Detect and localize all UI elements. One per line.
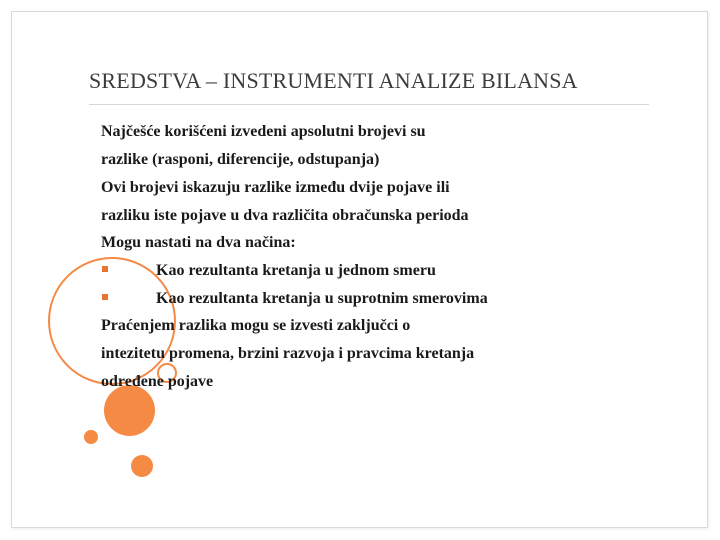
body-line-8: Praćenjem razlika mogu se izvesti zaključci o — [101, 317, 411, 334]
decorative-circle-medium — [104, 385, 155, 436]
body-line-2: razlike (rasponi, diferencije, odstupanja) — [101, 151, 380, 168]
decorative-circle-small — [84, 430, 98, 444]
body-line-4: razliku iste pojave u dva različita obračunska perioda — [101, 207, 469, 224]
body-line-1: Najčešće korišćeni izvedeni apsolutni brojevi su — [101, 123, 426, 140]
sub-item-1: Kao rezultanta kretanja u jednom smeru — [156, 262, 436, 279]
sub-bullet-icon — [102, 266, 108, 272]
body-line-9: intezitetu promena, brzini razvoja i pravcima kretanja — [101, 345, 475, 362]
body-line-3: Ovi brojevi iskazuju razlike između dvije pojave ili — [101, 179, 450, 196]
body-line-5: Mogu nastati na dva načina: — [101, 234, 296, 251]
slide-title: SREDSTVA – INSTRUMENTI ANALIZE BILANSA — [89, 68, 578, 93]
sub-bullet-icon — [102, 294, 108, 300]
sub-item-2: Kao rezultanta kretanja u suprotnim smerovima — [156, 290, 488, 307]
title-divider — [89, 104, 649, 105]
decorative-circle-small-2 — [131, 455, 153, 477]
body-line-10: određene pojave — [101, 373, 214, 390]
